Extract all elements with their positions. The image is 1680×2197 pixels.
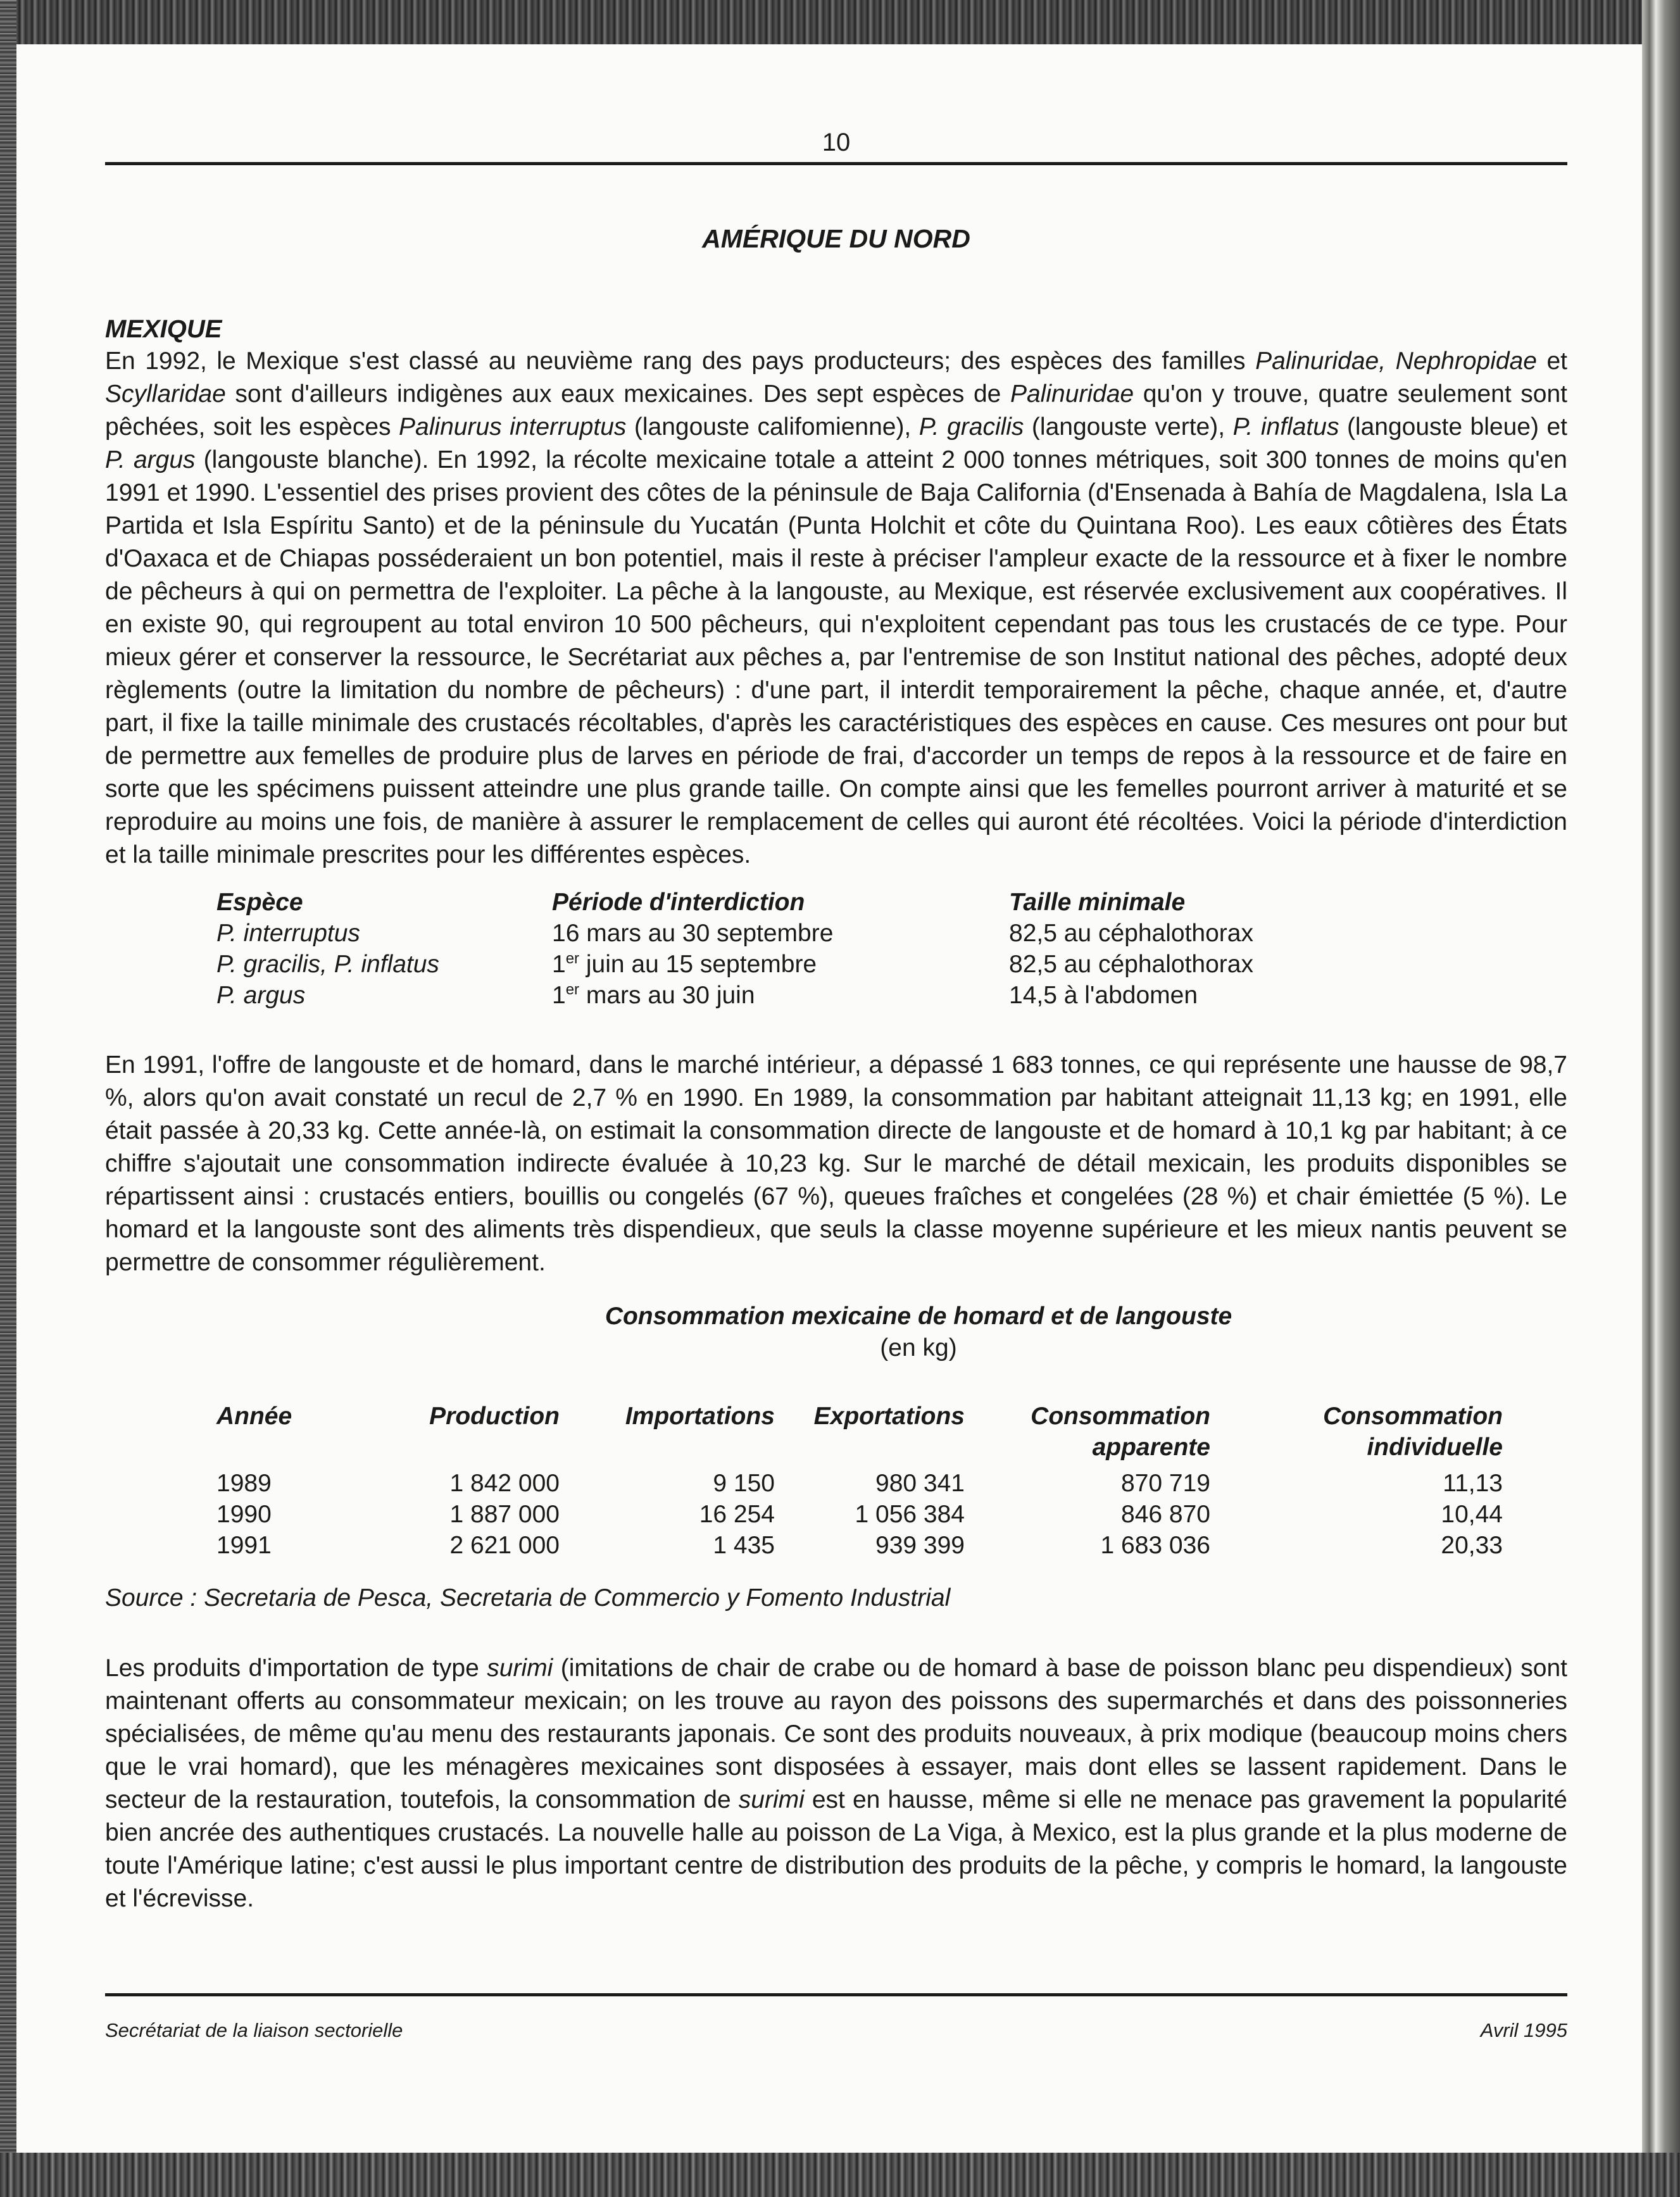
- minimum-size: 82,5 au céphalothorax: [1009, 920, 1253, 947]
- cell-year: 1991: [216, 1532, 272, 1559]
- paragraph-2: En 1991, l'offre de langouste et de homard, dans le marché intérieur, a dépassé 1 683 tonnes, ce qui représente une hausse de 98,7 %, alors qu'on avait constaté un recul de 2,7 % en 1990. En 1989, la consommation par habitant atteignait 11,13 kg; en 1991, elle était passée à 20,33 kg. Cette année-là, on estimait la consommation directe de langouste et de homard à 10,1 kg par habitant; à ce chiffre s'ajoutait une consommation indirecte évaluée à 10,23 kg. Sur le marché de détail mexicain, les produits disponibles se répartissent ainsi : crustacés entiers, bouillis ou congelés (67 %), queues fraîches et congelées (28 %) et chair émiettée (5 %). Le homard et la langouste sont des aliments très dispendieux, que seuls la classe moyenne supérieure et les mieux nantis peuvent se permettre de consommer régulièrement.: [105, 1051, 1567, 1276]
- cons-header2-apparent: apparente: [1092, 1434, 1210, 1461]
- cons-header-production: Production: [429, 1403, 560, 1430]
- ban-period: 16 mars au 30 septembre: [552, 920, 834, 947]
- species-row: [216, 949, 1253, 980]
- minimum-size: 82,5 au céphalothorax: [1009, 951, 1253, 978]
- species-row: [216, 918, 1253, 949]
- page-content: [105, 127, 1567, 1915]
- cons-header-apparent: Consommation: [1031, 1403, 1210, 1430]
- consumption-table-body: [216, 1468, 1503, 1561]
- consumption-table-header: [216, 1401, 1503, 1432]
- cons-header-exports: Exportations: [813, 1403, 965, 1430]
- country-title: MEXIQUE: [105, 315, 222, 343]
- minimum-size: 14,5 à l'abdomen: [1009, 982, 1198, 1009]
- species-table-header: [216, 887, 1253, 918]
- ban-period: 1er juin au 15 septembre: [552, 950, 817, 978]
- cell-production: 2 621 000: [449, 1532, 560, 1559]
- species-header-species: Espèce: [216, 889, 303, 916]
- header-rule: [105, 162, 1567, 165]
- cell-individual: 20,33: [1441, 1532, 1503, 1559]
- cell-production: 1 842 000: [449, 1470, 560, 1497]
- consumption-table-header-line2: [216, 1432, 1503, 1468]
- footer-rule: [105, 1993, 1567, 1996]
- consumption-row: [216, 1468, 1503, 1499]
- footer-organization: Secrétariat de la liaison sectorielle: [105, 2019, 403, 2041]
- cons-header2-exports: [775, 1432, 965, 1468]
- cons-header2-individual: individuelle: [1367, 1434, 1503, 1461]
- consumption-table-title: Consommation mexicaine de homard et de langouste: [605, 1303, 1232, 1330]
- species-row: [216, 980, 1253, 1011]
- cons-header2-imports: [560, 1432, 775, 1468]
- table-source: Source : Secretaria de Pesca, Secretaria de Commercio y Fomento Industrial: [105, 1584, 951, 1612]
- consumption-table-unit: (en kg): [880, 1334, 957, 1361]
- page-number: 10: [822, 128, 851, 156]
- cell-exports: 939 399: [875, 1532, 965, 1559]
- scan-border-right: [1642, 0, 1680, 2197]
- cell-year: 1989: [216, 1470, 272, 1497]
- consumption-row: [216, 1530, 1503, 1561]
- cons-header-imports: Importations: [625, 1403, 775, 1430]
- cell-apparent: 870 719: [1121, 1470, 1210, 1497]
- scan-border-top: [0, 0, 1680, 44]
- cons-header2-production: [324, 1432, 560, 1468]
- cell-imports: 9 150: [713, 1470, 775, 1497]
- footer-date: Avril 1995: [1480, 2019, 1567, 2041]
- document-page: [16, 44, 1642, 2153]
- consumption-row: [216, 1499, 1503, 1530]
- section-title: AMÉRIQUE DU NORD: [702, 224, 970, 253]
- consumption-table: [216, 1401, 1503, 1561]
- cell-individual: 10,44: [1441, 1501, 1503, 1528]
- cell-year: 1990: [216, 1501, 272, 1528]
- cons-header-year: Année: [216, 1403, 292, 1430]
- species-header-size: Taille minimale: [1009, 889, 1186, 916]
- scan-border-left: [0, 0, 16, 2197]
- cons-header2-year: [216, 1432, 324, 1468]
- species-table-body: [216, 918, 1253, 1011]
- species-table: [216, 887, 1253, 1011]
- species-header-period: Période d'interdiction: [552, 889, 805, 916]
- cell-imports: 1 435: [713, 1532, 775, 1559]
- species-name: P. interruptus: [216, 920, 360, 947]
- ban-period: 1er mars au 30 juin: [552, 981, 755, 1009]
- cons-header-individual: Consommation: [1323, 1403, 1503, 1430]
- cell-exports: 1 056 384: [855, 1501, 965, 1528]
- cell-apparent: 1 683 036: [1100, 1532, 1210, 1559]
- cell-apparent: 846 870: [1121, 1501, 1210, 1528]
- paragraph-1: En 1992, le Mexique s'est classé au neuvième rang des pays producteurs; des espèces des familles Palinuridae, Nephropidae et Scyllaridae sont d'ailleurs indigènes aux eaux mexicaines. Des sept espèces de Palinuridae qu'on y trouve, quatre seulement sont pêchées, soit les espèces Palinurus interruptus (langouste califomienne), P. gracilis (langouste verte), P. inflatus (langouste bleue) et P. argus (langouste blanche). En 1992, la récolte mexicaine totale a atteint 2 000 tonnes métriques, soit 300 tonnes de moins qu'en 1991 et 1990. L'essentiel des prises provient des côtes de la péninsule de Baja California (d'Ensenada à Bahía de Magdalena, Isla La Partida et Isla Espíritu Santo) et de la péninsule du Yucatán (Punta Holchit et côte du Quintana Roo). Les eaux côtières des États d'Oaxaca et de Chiapas posséderaient un bon potentiel, mais il reste à préciser l'ampleur exacte de la ressource et à fixer le nombre de pêcheurs à qui on permettra de l'exploiter. La pêche à la langouste, au Mexique, est réservée exclusivement aux coopératives. Il en existe 90, qui regroupent au total environ 10 500 pêcheurs, qui n'exploitent cependant pas tous les crustacés de ce type. Pour mieux gérer et conserver la ressource, le Secrétariat aux pêches a, par l'entremise de son Institut national des pêches, adopté deux règlements (outre la limitation du nombre de pêcheurs) : d'une part, il interdit temporairement la pêche, chaque année, et, d'autre part, il fixe la taille minimale des crustacés récoltables, d'après les caractéristiques des espèces en cause. Ces mesures ont pour but de permettre aux femelles de produire plus de larves en période de frai, d'accorder un temps de repos à la ressource et de faire en sorte que les spécimens puissent atteindre une plus grande taille. On compte ainsi que les femelles pourront arriver à maturité et se reproduire au moins une fois, de manière à assurer le remplacement de celles qui auront été récoltées. Voici la période d'interdiction et la taille minimale prescrites pour les différentes espèces.: [105, 347, 1568, 868]
- scan-border-bottom: [0, 2153, 1680, 2197]
- cell-imports: 16 254: [699, 1501, 775, 1528]
- cell-individual: 11,13: [1443, 1470, 1503, 1497]
- cell-production: 1 887 000: [449, 1501, 560, 1528]
- paragraph-3: Les produits d'importation de type surimi (imitations de chair de crabe ou de homard à base de poisson blanc peu dispendieux) sont maintenant offerts au consommateur mexicain; on les trouve au rayon des poissons des supermarchés et dans des poissonneries spécialisées, de même qu'au menu des restaurants japonais. Ce sont des produits nouveaux, à prix modique (beaucoup moins chers que le vrai homard), que les ménagères mexicaines sont disposées à essayer, mais dont elles se lassent rapidement. Dans le secteur de la restauration, toutefois, la consommation de surimi est en hausse, même si elle ne menace pas gravement la popularité bien ancrée des authentiques crustacés. La nouvelle halle au poisson de La Viga, à Mexico, est la plus grande et la plus moderne de toute l'Amérique latine; c'est aussi le plus important centre de distribution des produits de la pêche, y compris le homard, la langouste et l'écrevisse.: [105, 1655, 1567, 1912]
- species-name: P. gracilis, P. inflatus: [216, 951, 439, 978]
- cell-exports: 980 341: [875, 1470, 965, 1497]
- species-name: P. argus: [216, 982, 306, 1009]
